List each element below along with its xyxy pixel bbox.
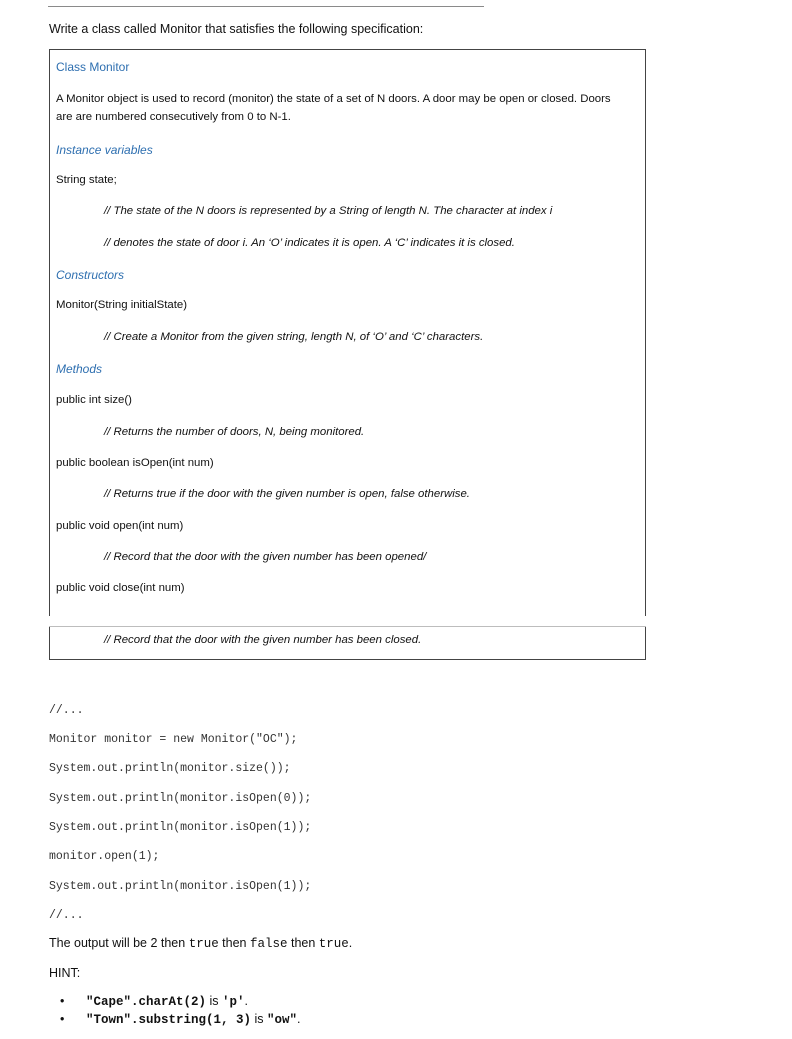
output-value-true: true — [318, 937, 349, 951]
code-line: System.out.println(monitor.isOpen(1)); — [49, 880, 312, 893]
constructor-signature: Monitor(String initialState) — [56, 299, 188, 311]
constructor-comment: // Create a Monitor from the given string, length N, of ‘O’ and ‘C’ characters. — [104, 331, 484, 343]
code-line: //... — [49, 704, 84, 717]
open-comment: // Record that the door with the given number has been opened/ — [104, 551, 427, 563]
hint-label: HINT: — [49, 966, 81, 980]
size-signature: public int size() — [56, 394, 132, 406]
size-comment: // Returns the number of doors, N, being monitored. — [104, 426, 365, 438]
scan-gap — [40, 616, 660, 626]
state-declaration: String state; — [56, 174, 117, 186]
methods-heading: Methods — [56, 362, 103, 376]
hint-item: • "Town".substring(1, 3) is "ow". — [60, 1012, 301, 1027]
bullet-icon: • — [60, 1012, 65, 1026]
isopen-comment: // Returns true if the door with the given number is open, false otherwise. — [104, 488, 470, 500]
constructors-heading: Constructors — [56, 268, 125, 282]
code-line: Monitor monitor = new Monitor("OC"); — [49, 733, 298, 746]
isopen-signature: public boolean isOpen(int num) — [56, 457, 214, 469]
code-line: monitor.open(1); — [49, 850, 160, 863]
top-divider — [48, 6, 484, 7]
code-line: System.out.println(monitor.isOpen(0)); — [49, 792, 312, 805]
class-heading: Class Monitor — [56, 60, 130, 74]
scan-gap-line — [49, 626, 646, 627]
description-line-2: are are numbered consecutively from 0 to N-1. — [56, 111, 291, 123]
specification-box — [49, 49, 646, 660]
intro-text: Write a class called Monitor that satisfies the following specification: — [49, 22, 424, 36]
hint-item: • "Cape".charAt(2) is 'p'. — [60, 994, 249, 1009]
close-signature: public void close(int num) — [56, 582, 185, 594]
output-value-true: true — [188, 937, 219, 951]
bullet-icon: • — [60, 994, 65, 1008]
code-line: System.out.println(monitor.size()); — [49, 762, 291, 775]
open-signature: public void open(int num) — [56, 520, 184, 532]
description-line-1: A Monitor object is used to record (monitor) the state of a set of N doors. A door may be open or closed. Doors — [56, 93, 611, 105]
code-line: System.out.println(monitor.isOpen(1)); — [49, 821, 312, 834]
close-comment: // Record that the door with the given number has been closed. — [104, 634, 422, 646]
state-comment-1: // The state of the N doors is represented by a String of length N. The character at index i — [104, 205, 553, 217]
state-comment-2: // denotes the state of door i. An ‘O’ indicates it is open. A ‘C’ indicates it is closed. — [104, 237, 515, 249]
code-line: //... — [49, 909, 84, 922]
instance-variables-heading: Instance variables — [56, 143, 153, 157]
output-statement: The output will be 2 then true then false then true. — [49, 936, 353, 951]
output-value-false: false — [249, 937, 288, 951]
